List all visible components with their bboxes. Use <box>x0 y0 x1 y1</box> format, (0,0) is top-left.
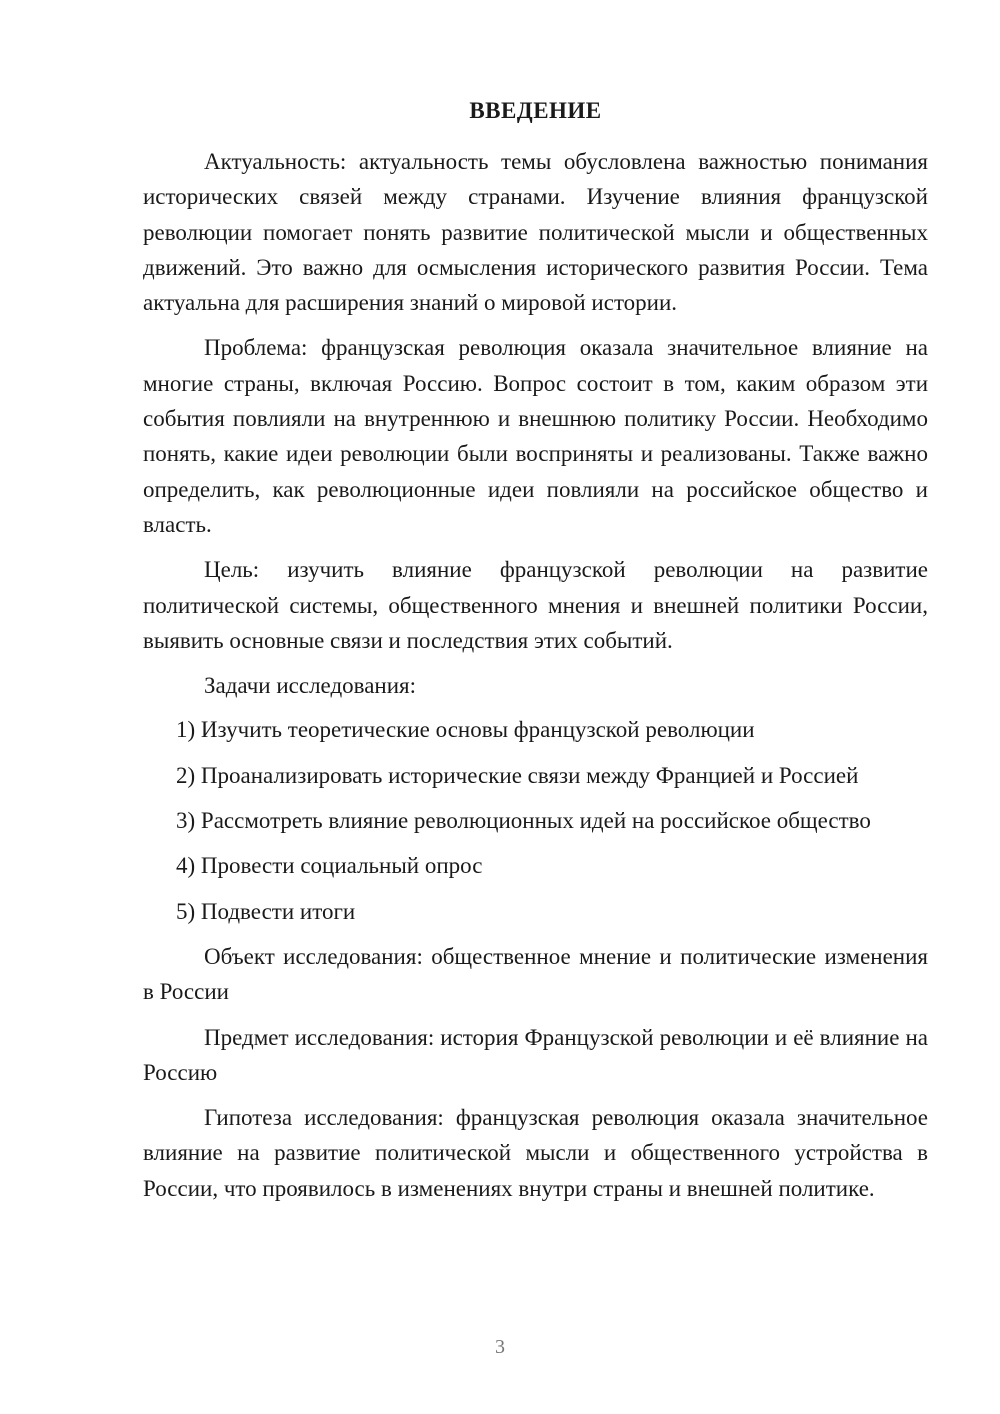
object-paragraph: Объект исследования: общественное мнение и политические изменения в России <box>143 943 928 1005</box>
task-item: 3) Рассмотреть влияние революционных идей на российское общество <box>176 808 871 834</box>
relevance-paragraph: Актуальность: актуальность темы обусловлена важностью понимания исторических связей между странами. Изучение влияния французской революции помогает понять развитие политической мысли и общественных движений. Это важно для осмысления исторического развития России. Тема актуальна для расширения знаний о мировой истории. <box>143 149 928 316</box>
subject-paragraph: Предмет исследования: история Французской революции и её влияние на Россию <box>143 1024 928 1085</box>
task-list <box>143 712 928 928</box>
task-item: 5) Подвести итоги <box>176 898 356 924</box>
tasks-heading: Задачи исследования: <box>204 673 417 699</box>
task-item: 1) Изучить теоретические основы французской революции <box>176 717 755 743</box>
problem-paragraph: Проблема: французская революция оказала значительное влияние на многие страны, включая Россию. Вопрос состоит в том, каким образом эти события повлияли на внутреннюю и внешнюю политику России. Необходимо понять, какие идеи революции были восприняты и реализованы. Также важно определить, как революционные идеи повлияли на российское общество и власть. <box>143 335 928 537</box>
hypothesis-paragraph: Гипотеза исследования: французская революция оказала значительное влияние на развитие политической мысли и общественного устройства в России, что проявилось в изменениях внутри страны и внешней политике. <box>143 1105 928 1201</box>
document-body <box>143 144 928 1216</box>
task-item: 4) Провести социальный опрос <box>176 853 483 879</box>
goal-paragraph: Цель: изучить влияние французской революции на развитие политической системы, общественного мнения и внешней политики России, выявить основные связи и последствия этих событий. <box>143 557 928 653</box>
page-number: 3 <box>495 1336 505 1358</box>
task-item: 2) Проанализировать исторические связи между Францией и Россией <box>176 762 859 788</box>
section-title: ВВЕДЕНИЕ <box>469 98 602 123</box>
